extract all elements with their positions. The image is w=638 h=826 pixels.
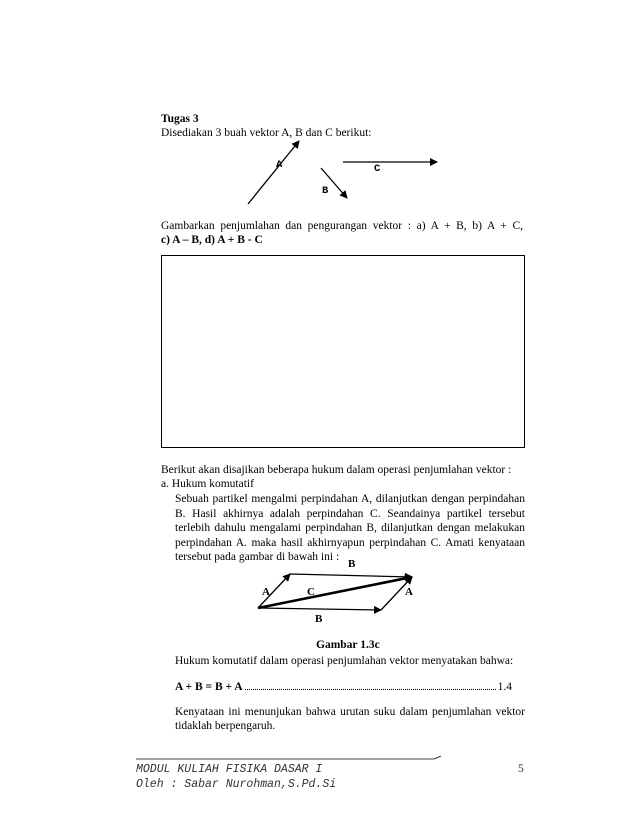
figure-label-middle-c: C — [307, 586, 315, 598]
vector-b-label: B — [322, 185, 329, 197]
paragraph-line: B. Hasil akhirnya adalah perpindahan C. Seandainya partikel tersebut — [175, 507, 525, 520]
figure-label-left-a: A — [262, 586, 270, 598]
page-number: 5 — [518, 763, 524, 775]
commutative-statement: Hukum komutatif dalam operasi penjumlahan vektor menyatakan bahwa: — [175, 655, 514, 667]
vector-c-label: C — [374, 163, 381, 175]
conclusion-line2: tidaklah berpengaruh. — [175, 720, 276, 732]
figure-label-top-b: B — [348, 558, 356, 570]
task-instruction-line2: c) A – B, d) A + B - C — [161, 234, 263, 246]
vector-a-label: A — [276, 159, 283, 171]
conclusion-line1: Kenyataan ini menunjukan bahwa urutan suku dalam penjumlahan vektor — [175, 706, 525, 718]
paragraph-line: Sebuah partikel mengalmi perpindahan A, dilanjutkan dengan perpindahan — [175, 493, 525, 505]
figure-label-right-a: A — [405, 586, 413, 598]
figure-caption: Gambar 1.3c — [316, 639, 380, 651]
equation: A + B = B + A — [175, 681, 243, 693]
equation-number: 1.4 — [497, 681, 512, 693]
laws-intro: Berikut akan disajikan beberapa hukum dalam operasi penjumlahan vektor : — [161, 464, 512, 476]
task-title: Tugas 3 — [161, 113, 199, 125]
paragraph-line: terlebih dahulu mengalami perpindahan B, dilanjutkan dengan melakukan — [175, 522, 525, 535]
instruction-text-1: Gambarkan penjumlahan dan pengurangan vektor : a) A + B, b) A + C, — [161, 220, 523, 232]
commutative-title: a. Hukum komutatif — [161, 478, 254, 490]
footer-module: MODUL KULIAH FISIKA DASAR I — [136, 763, 323, 776]
paragraph-line: tersebut pada gambar di bawah ini : — [175, 551, 340, 564]
footer-author: Oleh : Sabar Nurohman,S.Pd.Si — [136, 778, 337, 791]
task-intro: Disediakan 3 buah vektor A, B dan C berikut: — [161, 127, 372, 139]
paragraph-line: perpindahan A. maka hasil akhirnyapun perpindahan C. Amati kenyataan — [175, 536, 525, 549]
figure-label-bottom-b: B — [315, 613, 323, 625]
